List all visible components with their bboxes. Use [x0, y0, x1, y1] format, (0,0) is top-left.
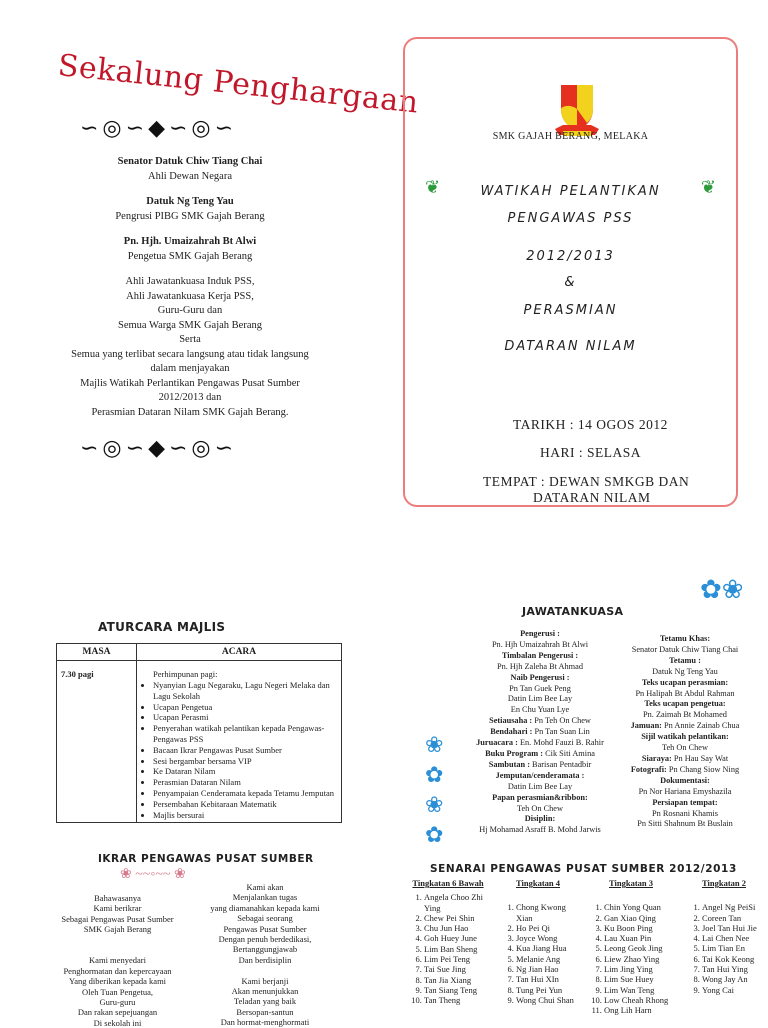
ikrar-line: Menjalankan tugas [232, 892, 298, 903]
committee-entry [455, 651, 625, 662]
acara-item: • Nyanyian Lagu Negaraku, Lagu Negeri Melaka dan Lagu Sekolah [153, 680, 337, 702]
name-item: 5. Leong Geok Jing [604, 943, 680, 953]
committee-entry [605, 689, 765, 700]
name-item: 10. Tan Theng [424, 995, 494, 1005]
acara-item: • Persembahan Kebitaraan Matematik [153, 799, 337, 810]
committee-role: Dokumentasi: [660, 775, 710, 785]
acara-intro: Perhimpunan pagi: [153, 669, 218, 679]
ack-name: Pn. Hjh. Umaizahrah Bt Alwi [123, 236, 257, 247]
spacer [60, 224, 320, 235]
cover-line-3: PERASMIAN [523, 303, 618, 318]
name-item: 5. Lim Ban Sheng [424, 944, 494, 954]
ack-line: Semua Warga SMK Gajah Berang [118, 319, 262, 331]
ikrar-line: Penghormatan dan kepercayaan [63, 965, 172, 976]
ack-role: Pengrusi PIBG SMK Gajah Berang [115, 210, 265, 222]
ikrar-line: Pengawas Pusat Sumber [223, 923, 307, 934]
page-title: Sekalung Penghargaan [56, 48, 421, 121]
ikrar-line: Dan hormat-menghormati [220, 1017, 310, 1028]
acara-item: • Perasmian Dataran Nilam [153, 777, 337, 788]
ack-name: Datuk Ng Teng Yau [146, 196, 234, 207]
acara-item: • Ucapan Pengetua [153, 702, 337, 713]
committee-role: Teks ucapan perasmian: [641, 677, 729, 687]
name-list [680, 902, 768, 995]
committee-entry [455, 825, 625, 836]
ikrar-line: Kami menyedari [89, 955, 146, 966]
ikrar-line: Bersopan-santun [236, 1006, 294, 1017]
name-item: 10. Low Cheah Rhong [604, 995, 680, 1005]
acknowledgement-list [60, 155, 320, 420]
committee-entry [455, 662, 625, 673]
cover-line-2: PENGAWAS PSS [507, 211, 634, 226]
rose-ornament-icon: ❀ ~~◦~~ ❀ [120, 867, 186, 882]
committee-member: Pn Sitti Shahnum Bt Buslain [637, 819, 733, 829]
ack-role: Ahli Dewan Negara [148, 170, 232, 182]
ikrar-line: Dan rakan sepejuangan [77, 1007, 158, 1018]
committee-role: Timbalan Pengerusi : [501, 650, 579, 660]
name-item: 1. Angel Ng PeiSi [702, 902, 768, 912]
vine-left-icon: ❦ [425, 177, 441, 197]
event-venue-2: DATARAN NILAM [533, 490, 651, 505]
committee-entry [605, 710, 765, 721]
name-list [402, 892, 494, 1005]
committee-entry [605, 678, 765, 689]
name-item: 6. Ng Jian Hao [516, 964, 582, 974]
school-name: SMK GAJAH BERANG, MELAKA [492, 131, 649, 142]
committee-entry [455, 738, 625, 749]
name-item: 4. Lau Xuan Pin [604, 933, 680, 943]
ikrar-line [50, 935, 185, 945]
committee-member: Pn Annie Zainab Chua [661, 721, 740, 731]
ack-line: Serta [179, 334, 201, 345]
ikrar-line: Dan berdisiplin [238, 954, 292, 965]
senarai-columns [402, 878, 768, 1016]
committee-entry [455, 804, 625, 815]
ikrar-line: Akan menunjukkan [231, 986, 299, 997]
committee-role: Sijil watikah pelantikan: [641, 732, 729, 742]
committee-role: Teks ucapan pengetua: [644, 699, 726, 709]
senarai-column [494, 878, 582, 1016]
ikrar-line: Yang diberikan kepada kami [68, 976, 167, 987]
name-item: 1. Chong Kwong Xian [516, 902, 582, 923]
committee-entry [605, 787, 765, 798]
name-item: 2. Coreen Tan [702, 913, 768, 923]
committee-entry [455, 716, 625, 727]
committee-member: Pn. Hjh Umaizahrah Bt Alwi [491, 639, 589, 649]
ikrar-line: Kami berjanji [241, 975, 289, 986]
name-item: 9. Tan Siang Teng [424, 985, 494, 995]
name-item: 1. Angela Choo Zhi Ying [424, 892, 494, 913]
committee-role: Siaraya: [641, 753, 672, 763]
name-item: 1. Chin Yong Quan [604, 902, 680, 912]
name-item: 9. Lim Wan Teng [604, 985, 680, 995]
aturcara-table [56, 643, 342, 823]
name-item: 8. Lim Sue Huey [604, 974, 680, 984]
committee-member: Pn. Hjh Zaleha Bt Ahmad [497, 661, 583, 671]
committee-member: Teh On Chew [517, 803, 563, 813]
committee-entry [455, 727, 625, 738]
event-date: TARIKH : 14 OGOS 2012 [513, 417, 668, 432]
committee-member: En Chu Yuan Lye [510, 705, 570, 715]
ikrar-line [195, 965, 335, 975]
ack-line: Ahli Jawatankuasa Induk PSS, [125, 276, 255, 287]
name-item: 11. Ong Lih Harn [604, 1005, 680, 1015]
cover-frame [403, 37, 738, 507]
name-item: 8. Wong Jay An [702, 974, 768, 984]
flower-vine-icon: ✿❀ [700, 575, 744, 604]
time-cell: 7.30 pagi [57, 661, 137, 823]
column-heading: Tingkatan 2 [701, 878, 746, 888]
name-item: 7. Tan Hui Ying [702, 964, 768, 974]
ikrar-line [50, 945, 185, 955]
ikrar-title: IKRAR PENGAWAS PUSAT SUMBER [98, 853, 314, 865]
ack-name: Senator Datuk Chiw Tiang Chai [117, 156, 263, 167]
senarai-title: SENARAI PENGAWAS PUSAT SUMBER 2012/2013 [430, 863, 737, 875]
name-item: 8. Tan Jia Xiang [424, 975, 494, 985]
ack-line: Semua yang terlibat secara langsung atau tidak langsung [71, 348, 309, 360]
ikrar-line: Bertanggungjawab [232, 944, 298, 955]
ack-line: Ahli Jawatankuasa Kerja PSS, [126, 290, 254, 302]
jawatankuasa-title: JAWATANKUASA [522, 605, 624, 618]
committee-entry [455, 782, 625, 793]
name-item: 7. Tan Hui XIn [516, 974, 582, 984]
committee-role: Tetamu Khas: [659, 634, 711, 643]
acara-item: • Penyampaian Cenderamata kepada Tetamu Jemputan [153, 788, 337, 799]
ack-line: Perasmian Dataran Nilam SMK Gajah Berang. [91, 406, 289, 418]
committee-member: Pn Halipah Bt Abdul Rahman [635, 688, 735, 698]
committee-entry [455, 684, 625, 695]
committee-member: Pn Rosnani Khamis [652, 808, 718, 818]
acara-item: • Ucapan Perasmi [153, 712, 337, 723]
ikrar-line: SMK Gajah Berang [83, 924, 152, 935]
committee-entry [455, 793, 625, 804]
committee-entry [605, 667, 765, 678]
name-item: 7. Lim Jing Ying [604, 964, 680, 974]
acara-item: • Ke Dataran Nilam [153, 766, 337, 777]
committee-entry [605, 819, 765, 830]
ack-line: 2012/2013 dan [158, 392, 222, 403]
committee-role: Buku Program : [485, 748, 544, 758]
event-day: HARI : SELASA [540, 445, 642, 460]
name-list [494, 902, 582, 1005]
name-item: 9. Yong Cai [702, 985, 768, 995]
committee-role: Setiausaha : [489, 716, 533, 726]
senarai-column [402, 878, 494, 1016]
committee-entry [455, 694, 625, 705]
committee-member: Pn Tan Guek Peng [509, 683, 571, 693]
committee-member: Pn Teh On Chew [532, 716, 591, 726]
name-item: 3. Joel Tan Hui Jie [702, 923, 768, 933]
committee-left [455, 629, 625, 836]
ack-line: Guru-Guru dan [157, 305, 223, 316]
committee-entry [605, 809, 765, 820]
name-item: 3. Joyce Wong [516, 933, 582, 943]
ornament-divider-icon: ∽◎∽◆∽◎∽ [80, 115, 238, 140]
committee-entry [455, 771, 625, 782]
ikrar-line: Teladan yang baik [233, 996, 297, 1007]
ikrar-line: Kami akan [246, 882, 284, 892]
name-item: 6. Tai Kok Keong [702, 954, 768, 964]
senarai-column [680, 878, 768, 1016]
ikrar-line: Oleh Tuan Pengetua, [81, 986, 154, 997]
committee-member: Teh On Chew [662, 743, 708, 753]
committee-role: Fotografi: [630, 764, 667, 774]
acara-item: • Penyerahan watikah pelantikan kepada Pengawas-Pengawas PSS [153, 723, 337, 745]
cover-line-1: WATIKAH PELANTIKAN [480, 184, 661, 199]
committee-entry [455, 640, 625, 651]
name-item: 4. Lai Chen Nee [702, 933, 768, 943]
name-item: 3. Chu Jun Hao [424, 923, 494, 933]
committee-member: En. Mohd Fauzi B. Rahir [517, 738, 604, 748]
ikrar-line: Di sekolah ini [93, 1017, 142, 1028]
name-item: 2. Chew Pei Shin [424, 913, 494, 923]
name-item: 6. Liew Zhao Ying [604, 954, 680, 964]
committee-role: Pengerusi : [520, 629, 560, 638]
name-list [582, 902, 680, 1015]
committee-role: Sambutan : [488, 759, 530, 769]
committee-entry [605, 732, 765, 743]
committee-member: Pn Chang Siow Ning [666, 764, 740, 774]
committee-member: Datin Lim Bee Lay [507, 781, 573, 791]
committee-role: Papan perasmian&ribbon: [492, 792, 588, 802]
name-item: 9. Wong Chui Shan [516, 995, 582, 1005]
committee-entry [455, 814, 625, 825]
name-item: 8. Tung Pei Yun [516, 985, 582, 995]
committee-role: Jamuan: [630, 721, 662, 731]
acara-item: • Bacaan Ikrar Pengawas Pusat Sumber [153, 745, 337, 756]
column-heading: Tingkatan 6 Bawah [412, 878, 484, 888]
committee-entry [605, 765, 765, 776]
committee-role: Persiapan tempat: [652, 797, 718, 807]
cover-amp: & [564, 275, 577, 290]
committee-entry [605, 798, 765, 809]
committee-role: Jemputan/cenderamata : [495, 770, 585, 780]
spacer [60, 264, 320, 275]
col-acara: ACARA [137, 644, 342, 661]
ikrar-right [195, 882, 335, 1028]
senarai-column [582, 878, 680, 1016]
committee-entry [605, 656, 765, 667]
ikrar-line: Kami berikrar [93, 903, 142, 914]
committee-entry [605, 699, 765, 710]
name-item: 4. Kua Jiang Hua [516, 943, 582, 953]
event-venue: TEMPAT : DEWAN SMKGB DAN [483, 474, 690, 489]
acara-list [153, 680, 337, 820]
ikrar-line: Dengan penuh berdedikasi, [218, 934, 312, 945]
column-heading: Tingkatan 4 [515, 878, 560, 888]
committee-entry [455, 705, 625, 716]
committee-entry [605, 721, 765, 732]
committee-right [605, 634, 765, 830]
name-item: 6. Lim Pei Teng [424, 954, 494, 964]
ornament-divider-icon: ∽◎∽◆∽◎∽ [80, 435, 238, 460]
committee-member: Cik Siti Amina [543, 748, 595, 758]
ikrar-line: Sebagai Pengawas Pusat Sumber [61, 913, 174, 924]
ack-line: Majlis Watikah Perlantikan Pengawas Pusat Sumber [80, 377, 300, 389]
committee-member: Pn. Zaimah Bt Mohamed [643, 710, 727, 720]
column-heading: Tingkatan 3 [608, 878, 653, 888]
ikrar-line: Sebagai seorang [237, 913, 293, 924]
committee-entry [605, 634, 765, 645]
committee-member: Datuk Ng Teng Yau [652, 666, 718, 676]
name-item: 2. Gan Xiao Qing [604, 913, 680, 923]
committee-member: Pn Hau Say Wat [671, 753, 729, 763]
aturcara-title: ATURCARA MAJLIS [98, 620, 226, 634]
committee-entry [455, 760, 625, 771]
committee-member: Barisan Pentadbir [529, 759, 592, 769]
committee-entry [605, 645, 765, 656]
committee-role: Disiplin: [524, 814, 556, 824]
ikrar-line: Guru-guru [99, 997, 136, 1008]
ikrar-left [50, 893, 185, 1028]
acara-item: • Majlis bersurai [153, 810, 337, 821]
spacer [60, 184, 320, 195]
committee-member: Senator Datuk Chiw Tiang Chai [631, 644, 739, 654]
committee-member: Pn Tan Suan Lin [532, 727, 590, 737]
name-item: 5. Lim Tian En [702, 943, 768, 953]
ack-line: dalam menjayakan [150, 363, 230, 374]
acara-item: • Sesi bergambar bersama VIP [153, 756, 337, 767]
name-item: 2. Ho Pei Qi [516, 923, 582, 933]
committee-entry [455, 749, 625, 760]
committee-entry [605, 743, 765, 754]
committee-member: Pn Nor Hariana Emyshazila [638, 786, 732, 796]
committee-entry [455, 673, 625, 684]
ikrar-line: Bahawasanya [94, 893, 141, 903]
ack-role: Pengetua SMK Gajah Berang [127, 250, 253, 262]
committee-role: Naib Pengerusi : [510, 672, 570, 682]
col-masa: MASA [57, 644, 137, 661]
committee-role: Tetamu : [669, 655, 701, 665]
name-item: 3. Ku Boon Ping [604, 923, 680, 933]
committee-entry [605, 776, 765, 787]
name-item: 5. Melanie Ang [516, 954, 582, 964]
committee-role: Juruacara : [476, 738, 518, 748]
ikrar-line: yang diamanahkan kepada kami [210, 902, 320, 913]
name-item: 7. Tai Sue Jing [424, 964, 494, 974]
committee-role: Bendahari : [490, 727, 533, 737]
cover-line-4: DATARAN NILAM [504, 339, 637, 354]
committee-entry [455, 629, 625, 640]
cover-year: 2012/2013 [526, 249, 615, 264]
committee-entry [605, 754, 765, 765]
committee-member: Hj Mohamad Asraff B. Mohd Jarwis [479, 825, 601, 835]
flower-vine-icon: ❀ ✿ ❀ ✿ [425, 732, 444, 847]
committee-member: Datin Lim Bee Lay [507, 694, 573, 704]
name-item: 4. Goh Huey June [424, 933, 494, 943]
vine-right-icon: ❦ [700, 177, 716, 197]
